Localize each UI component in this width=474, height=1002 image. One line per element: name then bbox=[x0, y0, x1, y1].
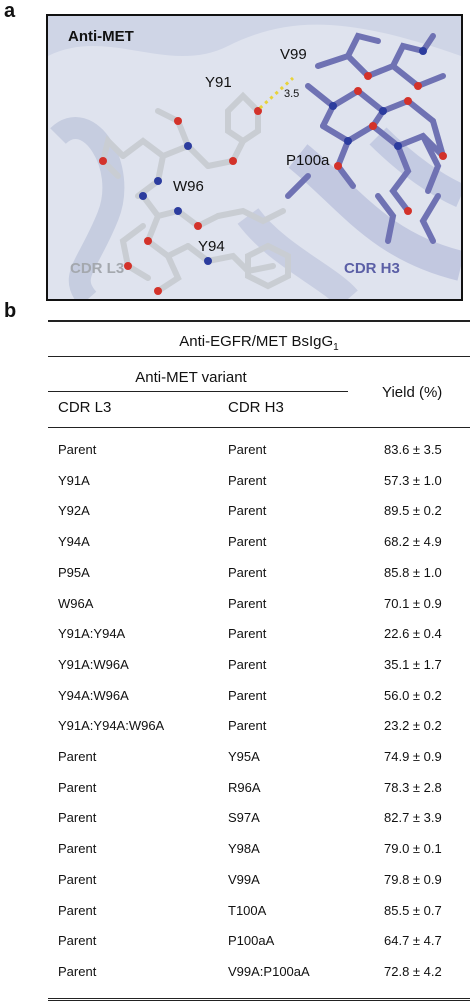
cdr-h3-cell: Parent bbox=[228, 718, 267, 733]
cdr-h3-cell: V99A bbox=[228, 872, 260, 887]
cdr-l3-cell: Y92A bbox=[58, 503, 90, 518]
residue-label-y94: Y94 bbox=[198, 238, 225, 255]
yield-cell: 74.9 ± 0.9 bbox=[384, 749, 442, 764]
cdr-h3-cell: Y95A bbox=[228, 749, 260, 764]
yield-cell: 89.5 ± 0.2 bbox=[384, 503, 442, 518]
cdr-h3-cell: Parent bbox=[228, 688, 267, 703]
cdr-l3-label: CDR L3 bbox=[70, 260, 125, 277]
residue-label-y91: Y91 bbox=[205, 74, 232, 91]
table-bottom-rule-2 bbox=[48, 1000, 470, 1001]
residue-label-p100a: P100a bbox=[286, 152, 330, 169]
panel-a-label: a bbox=[4, 0, 16, 22]
cdr-h3-cell: Parent bbox=[228, 534, 267, 549]
cdr-h3-cell: S97A bbox=[228, 810, 260, 825]
cdr-h3-cell: Parent bbox=[228, 626, 267, 641]
cdr-l3-cell: Parent bbox=[58, 964, 97, 979]
cdr-l3-cell: Y94A:W96A bbox=[58, 688, 129, 703]
yield-cell: 68.2 ± 4.9 bbox=[384, 534, 442, 549]
cdr-h3-cell: Parent bbox=[228, 596, 267, 611]
cdr-l3-cell: Y91A:Y94A bbox=[58, 626, 126, 641]
yield-cell: 70.1 ± 0.9 bbox=[384, 596, 442, 611]
table-bottom-rule-1 bbox=[48, 998, 470, 999]
residue-label-w96: W96 bbox=[173, 178, 204, 195]
distance-label: 3.5 bbox=[284, 88, 300, 100]
yield-cell: 85.8 ± 1.0 bbox=[384, 565, 442, 580]
cdr-h3-cell: Parent bbox=[228, 473, 267, 488]
yield-cell: 64.7 ± 4.7 bbox=[384, 933, 442, 948]
cdr-h3-cell: T100A bbox=[228, 903, 267, 918]
cdr-l3-cell: Parent bbox=[58, 841, 97, 856]
figure-title: Anti-MET bbox=[68, 28, 134, 45]
residue-label-v99: V99 bbox=[280, 46, 307, 63]
cdr-h3-cell: Parent bbox=[228, 565, 267, 580]
cdr-l3-cell: Parent bbox=[58, 442, 97, 457]
table-title: Anti-EGFR/MET BsIgG$_1$ bbox=[179, 333, 339, 353]
yield-cell: 79.0 ± 0.1 bbox=[384, 841, 442, 856]
variant-header: Anti-MET variant bbox=[135, 369, 247, 386]
cdr-h3-cell: Y98A bbox=[228, 841, 260, 856]
yield-cell: 82.7 ± 3.9 bbox=[384, 810, 442, 825]
column-header-cdr-h3: CDR H3 bbox=[228, 399, 284, 416]
cdr-l3-cell: Parent bbox=[58, 872, 97, 887]
cdr-h3-label: CDR H3 bbox=[344, 260, 400, 277]
yield-cell: 85.5 ± 0.7 bbox=[384, 903, 442, 918]
yield-cell: 78.3 ± 2.8 bbox=[384, 780, 442, 795]
cdr-h3-cell: V99A:P100aA bbox=[228, 964, 310, 979]
yield-cell: 79.8 ± 0.9 bbox=[384, 872, 442, 887]
cdr-l3-cell: Parent bbox=[58, 780, 97, 795]
yield-cell: 35.1 ± 1.7 bbox=[384, 657, 442, 672]
cdr-l3-cell: P95A bbox=[58, 565, 90, 580]
variant-header-rule bbox=[48, 391, 348, 392]
panel-b-label: b bbox=[4, 300, 17, 322]
cdr-h3-cell: R96A bbox=[228, 780, 261, 795]
column-header-cdr-l3: CDR L3 bbox=[58, 399, 112, 416]
cdr-h3-cell: Parent bbox=[228, 657, 267, 672]
table-title-rule bbox=[48, 356, 470, 357]
cdr-l3-cell: Y91A:W96A bbox=[58, 657, 129, 672]
cdr-h3-cell: P100aA bbox=[228, 933, 275, 948]
header-bottom-rule bbox=[48, 427, 470, 428]
cdr-l3-cell: Parent bbox=[58, 903, 97, 918]
yield-cell: 83.6 ± 3.5 bbox=[384, 442, 442, 457]
yield-cell: 57.3 ± 1.0 bbox=[384, 473, 442, 488]
yield-cell: 22.6 ± 0.4 bbox=[384, 626, 442, 641]
structure-illustration bbox=[48, 16, 461, 299]
cdr-h3-cell: Parent bbox=[228, 503, 267, 518]
anti-met-structure-figure bbox=[46, 14, 463, 301]
cdr-l3-cell: Y91A:Y94A:W96A bbox=[58, 718, 165, 733]
cdr-l3-cell: Parent bbox=[58, 749, 97, 764]
cdr-l3-cell: Parent bbox=[58, 933, 97, 948]
yield-cell: 72.8 ± 4.2 bbox=[384, 964, 442, 979]
cdr-h3-cell: Parent bbox=[228, 442, 267, 457]
cdr-l3-cell: Parent bbox=[58, 810, 97, 825]
table-top-rule bbox=[48, 320, 470, 322]
yield-cell: 23.2 ± 0.2 bbox=[384, 718, 442, 733]
yield-cell: 56.0 ± 0.2 bbox=[384, 688, 442, 703]
cdr-l3-cell: Y91A bbox=[58, 473, 90, 488]
cdr-l3-cell: Y94A bbox=[58, 534, 90, 549]
column-header-yield: Yield (%) bbox=[382, 384, 443, 401]
cdr-l3-cell: W96A bbox=[58, 596, 94, 611]
